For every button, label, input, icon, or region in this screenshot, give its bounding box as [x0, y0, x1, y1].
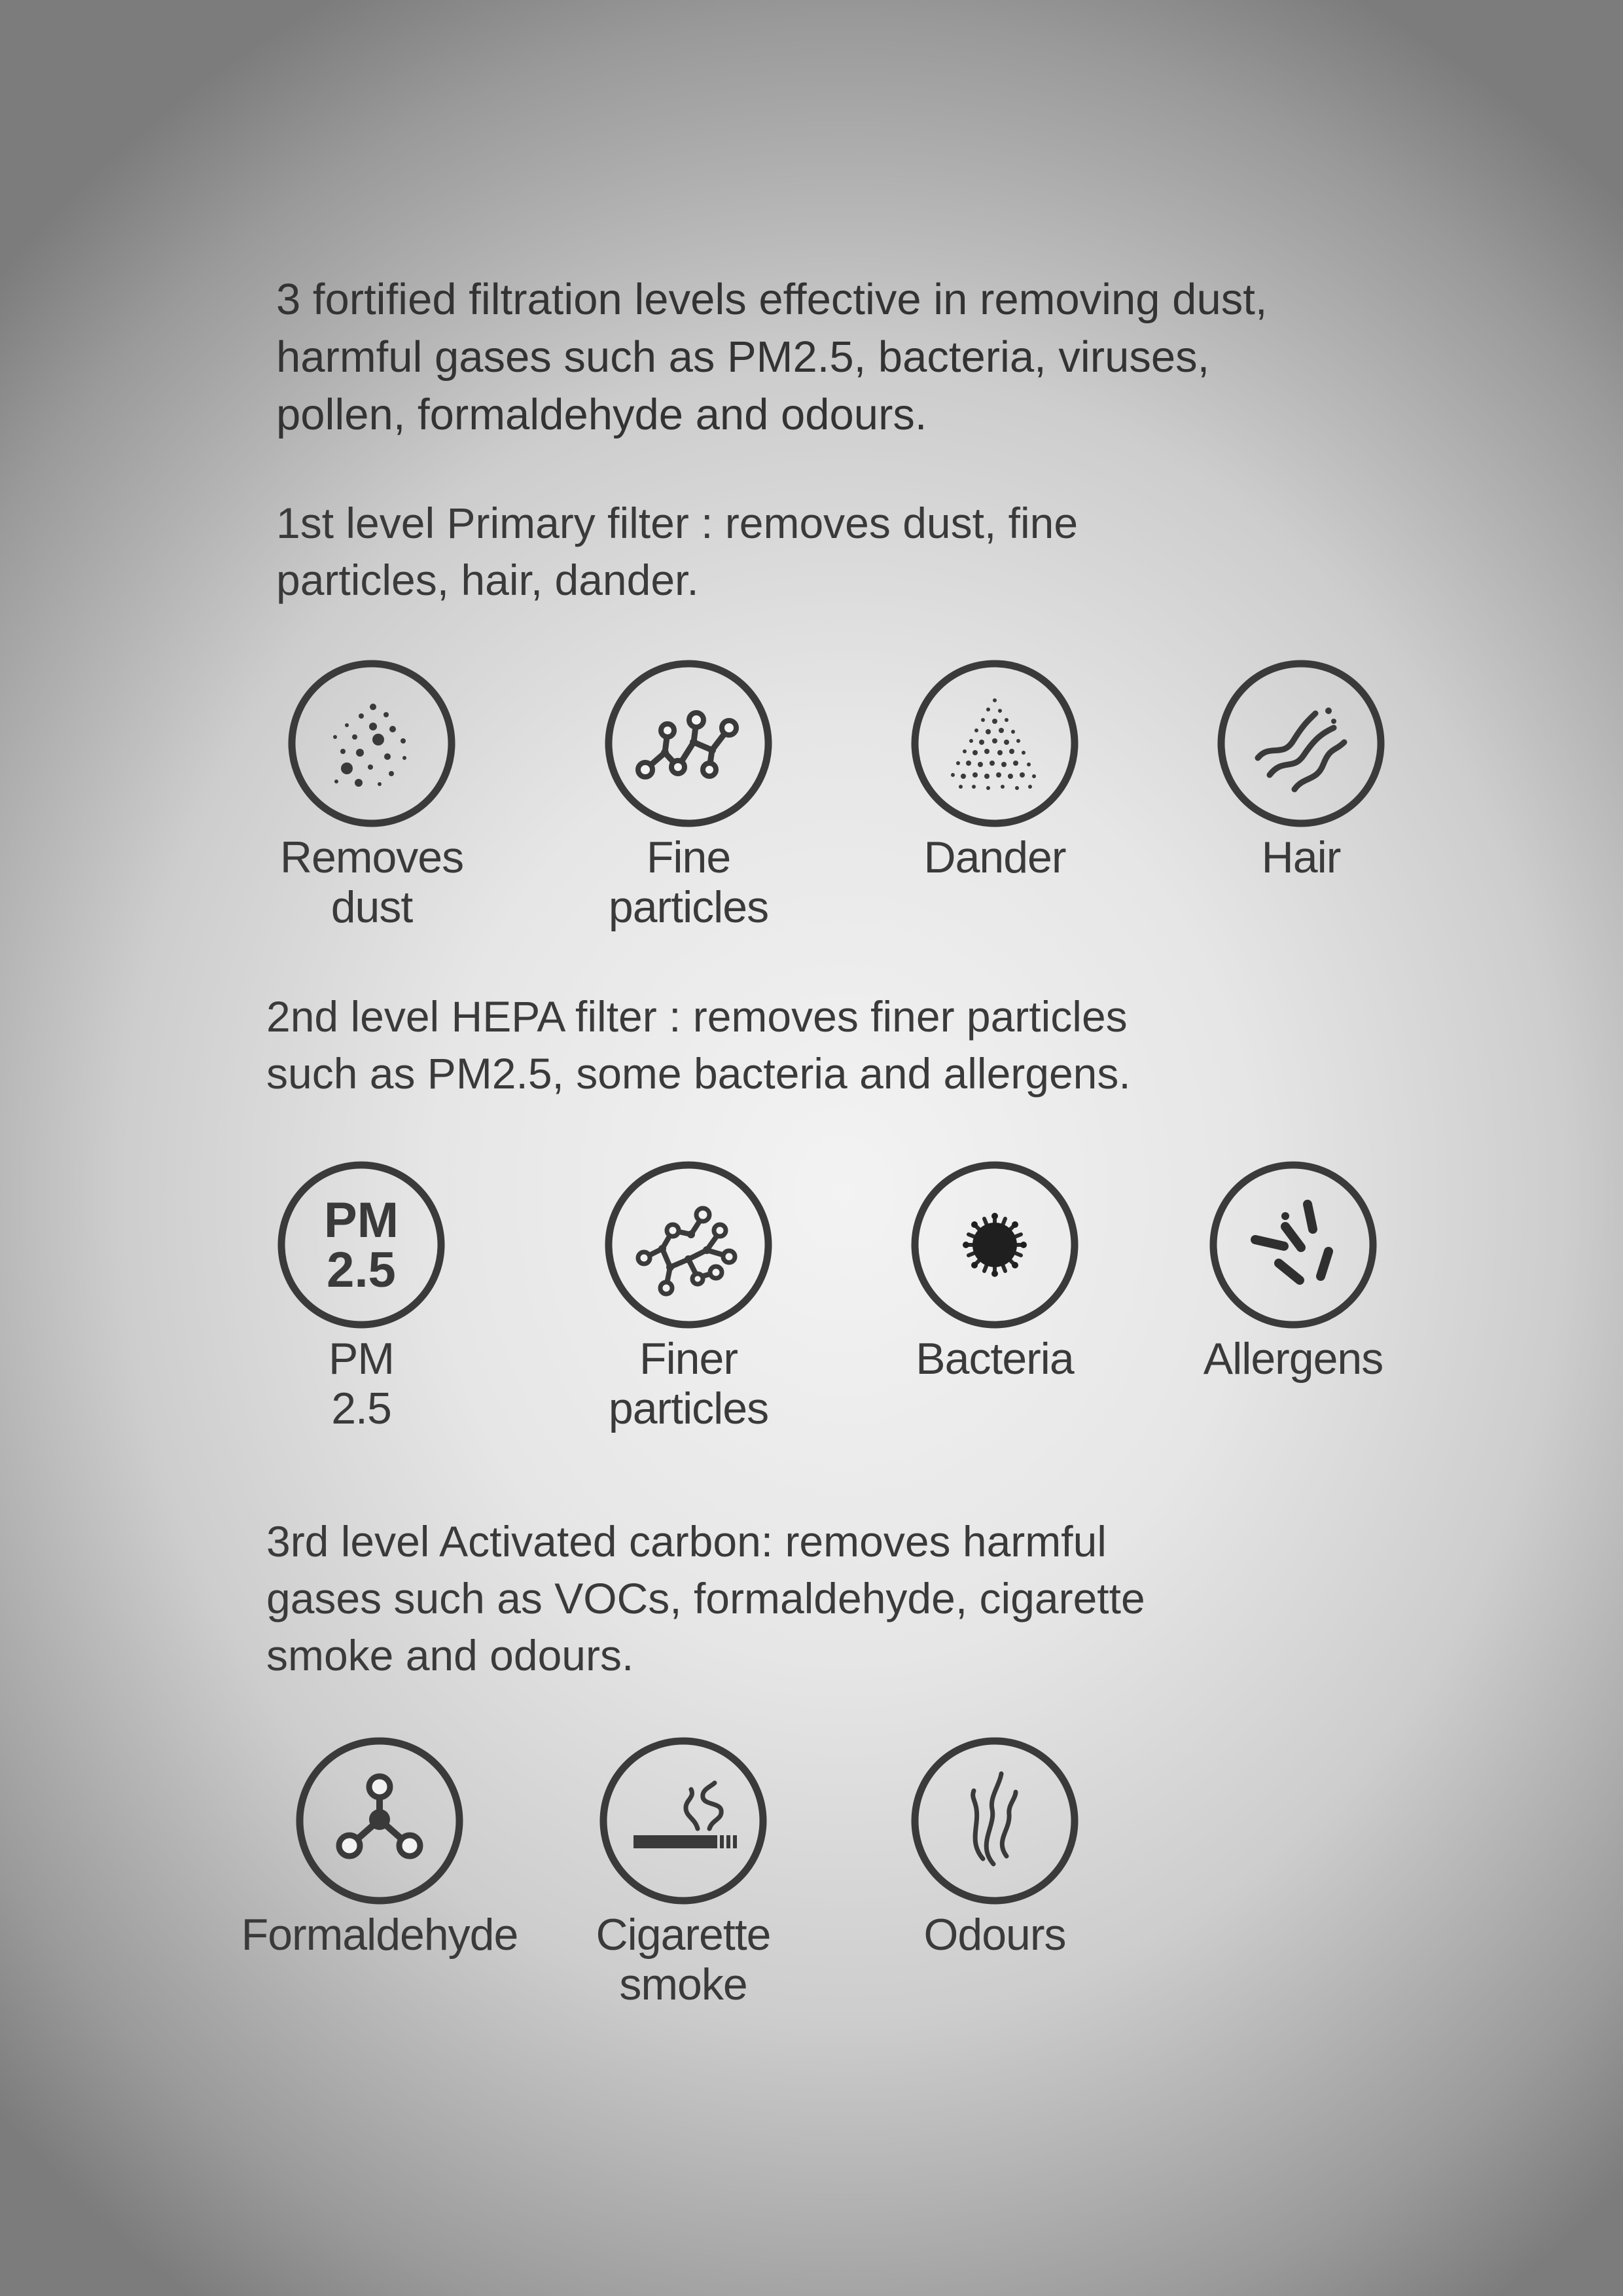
odours-icon	[911, 1737, 1079, 1905]
label-line-1: Formaldehyde	[241, 1910, 518, 1960]
label-line-2: dust	[330, 882, 413, 932]
bacteria-label	[838, 1334, 1152, 1384]
label-line-1: Finer	[639, 1334, 738, 1384]
label-line-1: PM	[329, 1334, 394, 1384]
label-line-1: Odours	[923, 1910, 1066, 1960]
pm25-label	[204, 1334, 518, 1433]
level-3-line-3: smoke and odours.	[266, 1631, 634, 1679]
label-line-1: Fine	[646, 833, 731, 882]
label-line-2: smoke	[619, 1960, 747, 2009]
level-1-description	[276, 495, 1192, 609]
level-3-line-2: gases such as VOCs, formaldehyde, cigarette	[266, 1574, 1145, 1623]
label-line-1: Cigarette	[596, 1910, 771, 1960]
intro-line-2: harmful gases such as PM2.5, bacteria, viruses,	[276, 332, 1210, 382]
finer-particles-icon	[605, 1161, 772, 1329]
level-1-line-1: 1st level Primary filter : removes dust, fine	[276, 499, 1079, 547]
level-2-line-2: such as PM2.5, some bacteria and allergens.	[266, 1049, 1131, 1098]
allergens-icon	[1209, 1161, 1377, 1329]
cigarette-smoke-icon	[599, 1737, 767, 1905]
dander-icon	[911, 660, 1079, 827]
bacteria-icon	[911, 1161, 1079, 1329]
label-line-1: Removes	[279, 833, 464, 882]
label-line-2: particles	[608, 1384, 769, 1433]
level-1-line-2: particles, hair, dander.	[276, 556, 699, 604]
formaldehyde-label	[223, 1910, 537, 1960]
level-3-description	[266, 1513, 1274, 1684]
formaldehyde-icon	[296, 1737, 463, 1905]
dander-label	[838, 833, 1152, 882]
dust-icon	[288, 660, 455, 827]
odours-label	[838, 1910, 1152, 1960]
label-line-2: particles	[608, 882, 769, 932]
intro-text	[276, 271, 1428, 444]
label-line-1: Dander	[923, 833, 1066, 882]
removes-dust-label	[215, 833, 529, 932]
label-line-1: Bacteria	[916, 1334, 1074, 1384]
level-3-line-1: 3rd level Activated carbon: removes harmful	[266, 1517, 1107, 1566]
hair-label	[1144, 833, 1458, 882]
level-2-line-1: 2nd level HEPA filter : removes finer particles	[266, 992, 1128, 1041]
hair-icon	[1217, 660, 1385, 827]
fine-particles-label	[531, 833, 846, 932]
label-line-2: 2.5	[331, 1384, 391, 1433]
level-2-description	[266, 988, 1274, 1102]
pm-value-glyph: 2.5	[327, 1242, 396, 1298]
intro-line-1: 3 fortified filtration levels effective in removing dust,	[276, 275, 1268, 324]
intro-line-3: pollen, formaldehyde and odours.	[276, 390, 927, 439]
cigarette-smoke-label	[526, 1910, 840, 2009]
fine-particles-icon	[605, 660, 772, 827]
finer-particles-label	[531, 1334, 846, 1433]
label-line-1: Allergens	[1203, 1334, 1383, 1384]
label-line-1: Hair	[1261, 833, 1341, 882]
allergens-label	[1136, 1334, 1450, 1384]
pm25-icon	[277, 1161, 445, 1329]
pm-glyph: PM	[324, 1193, 399, 1248]
